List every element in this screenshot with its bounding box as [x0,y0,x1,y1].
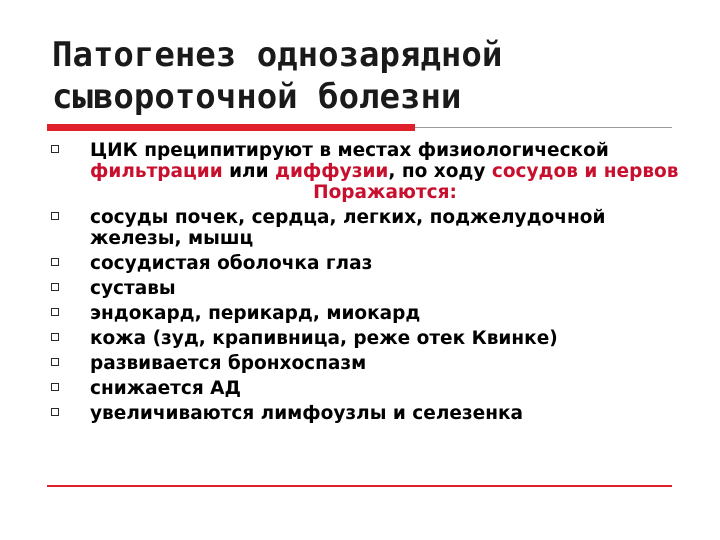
list-item-text: увеличиваются лимфоузлы и селезенка [90,403,524,424]
title-line-1: Патогенез однозарядной [52,35,503,75]
list-item-text: эндокард, перикард, миокард [90,303,421,324]
square-bullet-icon [51,358,59,366]
list-item [50,253,680,274]
affected-heading: Поражаются: [313,182,457,203]
title-accent-bar [47,124,415,131]
square-bullet-icon [51,308,59,316]
list-item [50,378,680,399]
square-bullet-icon [51,283,59,291]
square-bullet-icon [51,408,59,416]
footer-divider-line [47,485,672,487]
list-item [50,303,680,324]
list-item-text: снижается АД [90,378,241,399]
list-item-mechanism [50,140,680,203]
list-item [50,353,680,374]
text-segment: , по ходу [388,161,492,182]
square-bullet-icon [51,383,59,391]
list-item [50,328,680,349]
square-bullet-icon [51,212,59,220]
cic-text: ЦИК преципитируют [90,140,313,161]
vessels-nerves-term: сосудов и нервов [491,161,679,182]
slide-title [52,34,692,118]
list-item [50,278,680,299]
list-item-text: кожа (зуд, крапивница, реже отек Квинке) [90,328,558,349]
diffusion-term: диффузии [275,161,389,182]
square-bullet-icon [51,333,59,341]
text-segment: в местах физиологической [312,140,609,161]
list-item [50,403,680,424]
title-line-2: сывороточной болезни [52,77,462,117]
list-item-text: сосудистая оболочка глаз [90,253,373,274]
square-bullet-icon [51,145,59,153]
list-item-text: развивается бронхоспазм [90,353,367,374]
square-bullet-icon [51,258,59,266]
list-item-text: сосуды почек, сердца, легких, поджелудочной железы, мышц [90,207,606,249]
filtration-term: фильтрации [90,161,223,182]
text-segment: или [222,161,276,182]
list-item-text: суставы [90,278,176,299]
bullet-list [50,140,680,428]
list-item [50,207,680,249]
